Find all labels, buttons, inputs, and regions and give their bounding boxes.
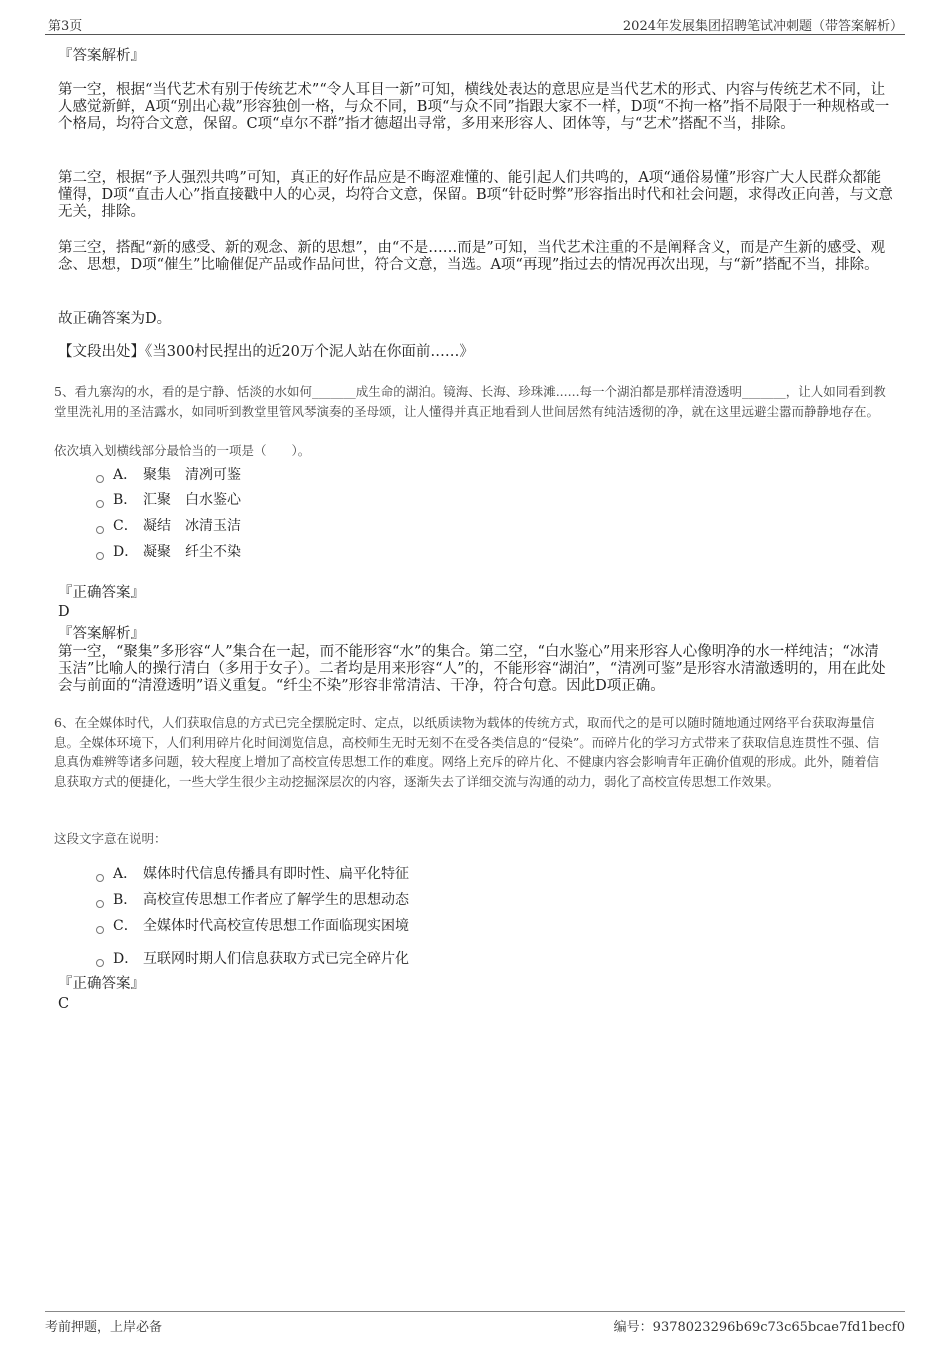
- option-key: A．: [113, 467, 138, 483]
- q5-analysis: 第一空，“聚集”多形容“人”集合在一起，而不能形容“水”的集合。第二空，“白水鉴心”用来形容人心像明净的水一样纯洁；“冰清玉洁”比喻人的操行清白（多用于女子）。二者均是用来形容“人”的，不能形容“湖泊”，“清冽可鉴”是形容水清澈透明的，用在此处会与前面的“清澄透明”语义重复。“纤尘不染”形容非常清洁、干净，符合句意。因此D项正确。: [58, 644, 886, 694]
- q5-stem: 5、看九寨沟的水，看的是宁静、恬淡的水如何_______成生命的湖泊。镜海、长海、珍珠滩......每一个湖泊都是那样清澄透明_______，让人如同看到教堂里洗礼用的圣洁露水，如同听到教堂里管风琴演奏的圣母颂，让人懂得并真正地看到人世间居然有纯洁透彻的净，就在这里远避尘嚣而静静地存在。: [54, 384, 886, 419]
- q6-option-b[interactable]: [96, 891, 796, 909]
- page-footer: [45, 1311, 905, 1336]
- q5-answer: D: [58, 604, 70, 620]
- q4-analysis-paragraph-1: 第一空，根据“当代艺术有别于传统艺术”“令人耳目一新”可知，横线处表达的意思应是当代艺术的形式、内容与传统艺术不同，让人感觉新鲜，A项“别出心裁”形容独创一格，与众不同，B项“与众不同”指跟大家不一样，D项“不拘一格”指不局限于一种规格或一个格局，均符合文意，保留。C项“卓尔不群”指才德超出寻常，多用来形容人、团体等，与“艺术”搭配不当，排除。: [58, 82, 890, 132]
- q4-analysis-paragraph-2: 第二空，根据“予人强烈共鸣”可知，真正的好作品应是不晦涩难懂的、能引起人们共鸣的，A项“通俗易懂”形容广大人民群众都能懂得，D项“直击人心”指直接戳中人的心灵，均符合文意，保留。B项“针砭时弊”形容指出时代和社会问题，求得改正向善，与文意无关，排除。: [58, 170, 893, 220]
- radio-icon[interactable]: [96, 500, 104, 508]
- page-header: [45, 12, 905, 35]
- document-code: 编号：9378023296b69c73c65bcae7fd1becf0: [613, 1320, 905, 1335]
- radio-icon[interactable]: [96, 874, 104, 882]
- q6-option-a[interactable]: [96, 865, 796, 883]
- q5-option-c[interactable]: [96, 517, 796, 535]
- q6-answer-title: 『正确答案』: [58, 976, 145, 992]
- q5-answer-title: 『正确答案』: [58, 585, 145, 601]
- radio-icon[interactable]: [96, 475, 104, 483]
- q4-conclusion: 故正确答案为D。: [58, 311, 172, 327]
- q6-answer: C: [58, 996, 70, 1012]
- q4-analysis-paragraph-3: 第三空，搭配“新的感受、新的观念、新的思想”，由“不是……而是”可知，当代艺术注重的不是阐释含义，而是产生新的感受、观念、思想，D项“催生”比喻催促产品或作品问世，符合文意，当选。A项“再现”指过去的情况再次出现，与“新”搭配不当，排除。: [58, 240, 886, 273]
- q6-stem: 6、在全媒体时代，人们获取信息的方式已完全摆脱定时、定点，以纸质读物为载体的传统方式，取而代之的是可以随时随地通过网络平台获取海量信息。全媒体环境下，人们利用碎片化时间浏览信息，高校师生无时无刻不在受各类信息的“侵染”。而碎片化的学习方式带来了获取信息连贯性不强、信息真伪难辨等诸多问题，较大程度上增加了高校宣传思想工作的难度。网络上充斥的碎片化、不健康内容会影响青年正确价值观的形成。此外，随着信息获取方式的便捷化，一些大学生很少主动挖掘深层次的内容，逐渐失去了详细交流与沟通的动力，弱化了高校宣传思想工作效果。: [54, 715, 880, 789]
- radio-icon[interactable]: [96, 926, 104, 934]
- document-title: 2024年发展集团招聘笔试冲刺题（带答案解析）: [622, 19, 903, 34]
- q6-option-d[interactable]: [96, 950, 796, 968]
- q5-option-b[interactable]: [96, 491, 796, 509]
- radio-icon[interactable]: [96, 900, 104, 908]
- option-key: C．: [113, 518, 138, 534]
- radio-icon[interactable]: [96, 552, 104, 560]
- option-key: D．: [113, 544, 139, 560]
- q6-option-c[interactable]: [96, 917, 796, 935]
- q6-prompt: 这段文字意在说明：: [54, 831, 167, 846]
- option-text: 凝结 冰清玉洁: [143, 518, 241, 534]
- q5-analysis-title: 『答案解析』: [58, 626, 145, 642]
- radio-icon[interactable]: [96, 526, 104, 534]
- option-key: A．: [113, 866, 138, 882]
- option-key: D．: [113, 951, 139, 967]
- option-text: 媒体时代信息传播具有即时性、扁平化特征: [143, 866, 409, 882]
- page-number: 第3页: [48, 19, 83, 34]
- option-text: 聚集 清冽可鉴: [143, 467, 241, 483]
- q5-option-a[interactable]: [96, 466, 796, 484]
- option-text: 高校宣传思想工作者应了解学生的思想动态: [143, 892, 409, 908]
- option-key: B．: [113, 892, 138, 908]
- option-text: 汇聚 白水鉴心: [143, 492, 241, 508]
- q5-option-d[interactable]: [96, 543, 796, 561]
- option-text: 凝聚 纤尘不染: [143, 544, 241, 560]
- q5-prompt: 依次填入划横线部分最恰当的一项是（ ）。: [54, 443, 311, 458]
- q4-source: 【文段出处】《当300村民捏出的近20万个泥人站在你面前……》: [58, 344, 474, 360]
- radio-icon[interactable]: [96, 959, 104, 967]
- q4-analysis-title: 『答案解析』: [58, 48, 145, 64]
- option-text: 全媒体时代高校宣传思想工作面临现实困境: [143, 918, 409, 934]
- option-key: C．: [113, 918, 138, 934]
- footer-slogan: 考前押题，上岸必备: [45, 1320, 163, 1335]
- option-key: B．: [113, 492, 138, 508]
- option-text: 互联网时期人们信息获取方式已完全碎片化: [143, 951, 409, 967]
